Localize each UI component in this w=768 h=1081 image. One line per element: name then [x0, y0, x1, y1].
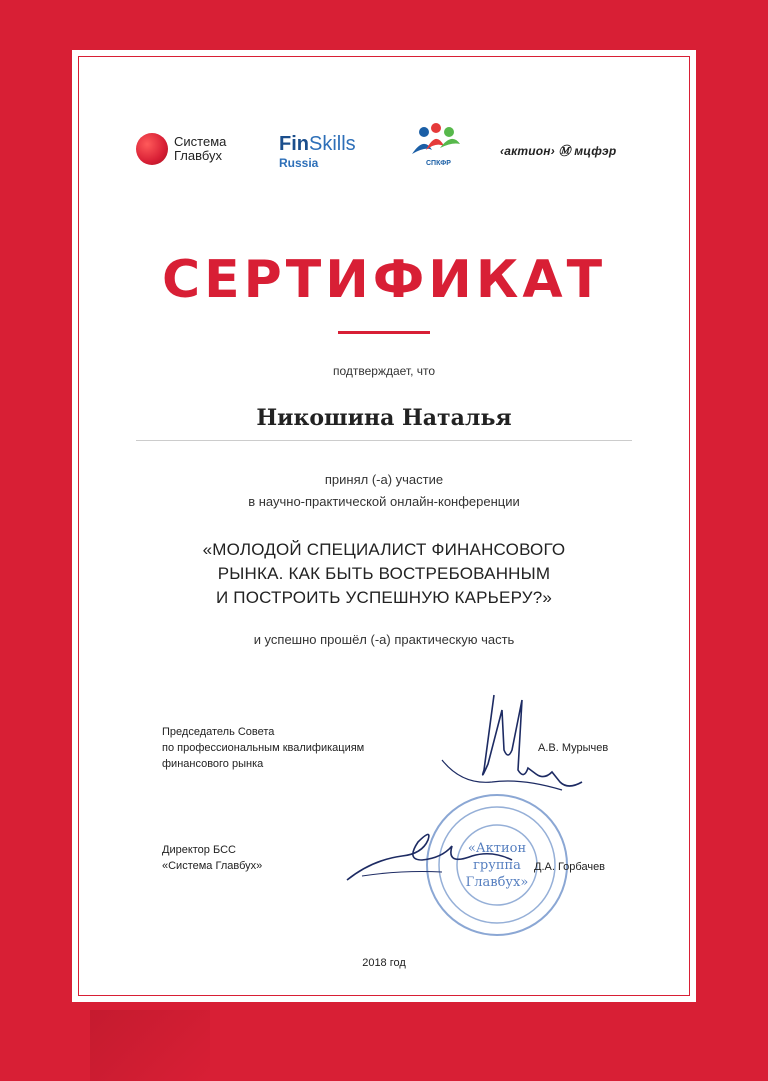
confirms-text: подтверждает, что: [332, 364, 436, 378]
stamp-line2: группа: [473, 858, 521, 873]
first-signatory-title: [162, 724, 364, 772]
certificate-year: 2018 год: [362, 957, 406, 969]
participated-text: принял (-а) участие: [324, 472, 444, 487]
conference-line1: «МОЛОДОЙ СПЕЦИАЛИСТ ФИНАНСОВОГО: [202, 540, 566, 559]
second-signature-icon: [342, 820, 542, 900]
second-signatory-title: [162, 842, 262, 874]
spkfr-logo-text: СПКФР: [426, 160, 451, 167]
aktion-logo: ‹актион› Ⓜ мцфэр: [500, 144, 617, 158]
recipient-underline: [136, 440, 632, 441]
spkfr-logo-icon: [404, 120, 466, 176]
conference-title: [72, 538, 696, 610]
finskills-sub: Russia: [279, 156, 319, 170]
stamp-line1: «Актион: [467, 841, 527, 856]
conference-line3: И ПОСТРОИТЬ УСПЕШНУЮ КАРЬЕРУ?»: [215, 588, 553, 607]
second-signatory-name: Д.А. Горбачев: [534, 861, 606, 873]
title-underline: [338, 331, 430, 334]
recipient-name: Никошина Наталья: [256, 405, 512, 431]
background-shadow: [90, 1010, 210, 1081]
glavbukh-line1: Система: [174, 134, 227, 149]
glavbukh-line2: Главбух: [174, 148, 223, 163]
glavbukh-logo-text: [174, 135, 226, 163]
first-title-line1: Председатель Совета: [162, 726, 275, 738]
conference-line2: РЫНКА. КАК БЫТЬ ВОСТРЕБОВАННЫМ: [217, 564, 551, 583]
first-title-line3: финансового рынка: [162, 758, 264, 770]
completed-text: и успешно прошёл (-а) практическую часть: [253, 632, 515, 647]
finskills-fin: Fin: [279, 133, 309, 155]
certificate-frame: [72, 50, 696, 1002]
first-title-line2: по профессиональным квалификациям: [162, 742, 365, 754]
first-signature-icon: [432, 690, 612, 820]
certificate-title: СЕРТИФИКАТ: [161, 250, 607, 310]
second-title-line1: Директор БСС: [162, 844, 236, 856]
second-title-line2: «Система Главбух»: [162, 860, 263, 872]
finskills-skills: Skills: [309, 133, 356, 155]
finskills-logo: [279, 134, 356, 154]
event-type-text: в научно-практической онлайн-конференции: [248, 494, 520, 509]
stamp-line3: Главбух»: [465, 875, 529, 890]
first-signatory-name: А.В. Мурычев: [538, 742, 609, 754]
glavbukh-logo-icon: [136, 133, 168, 165]
